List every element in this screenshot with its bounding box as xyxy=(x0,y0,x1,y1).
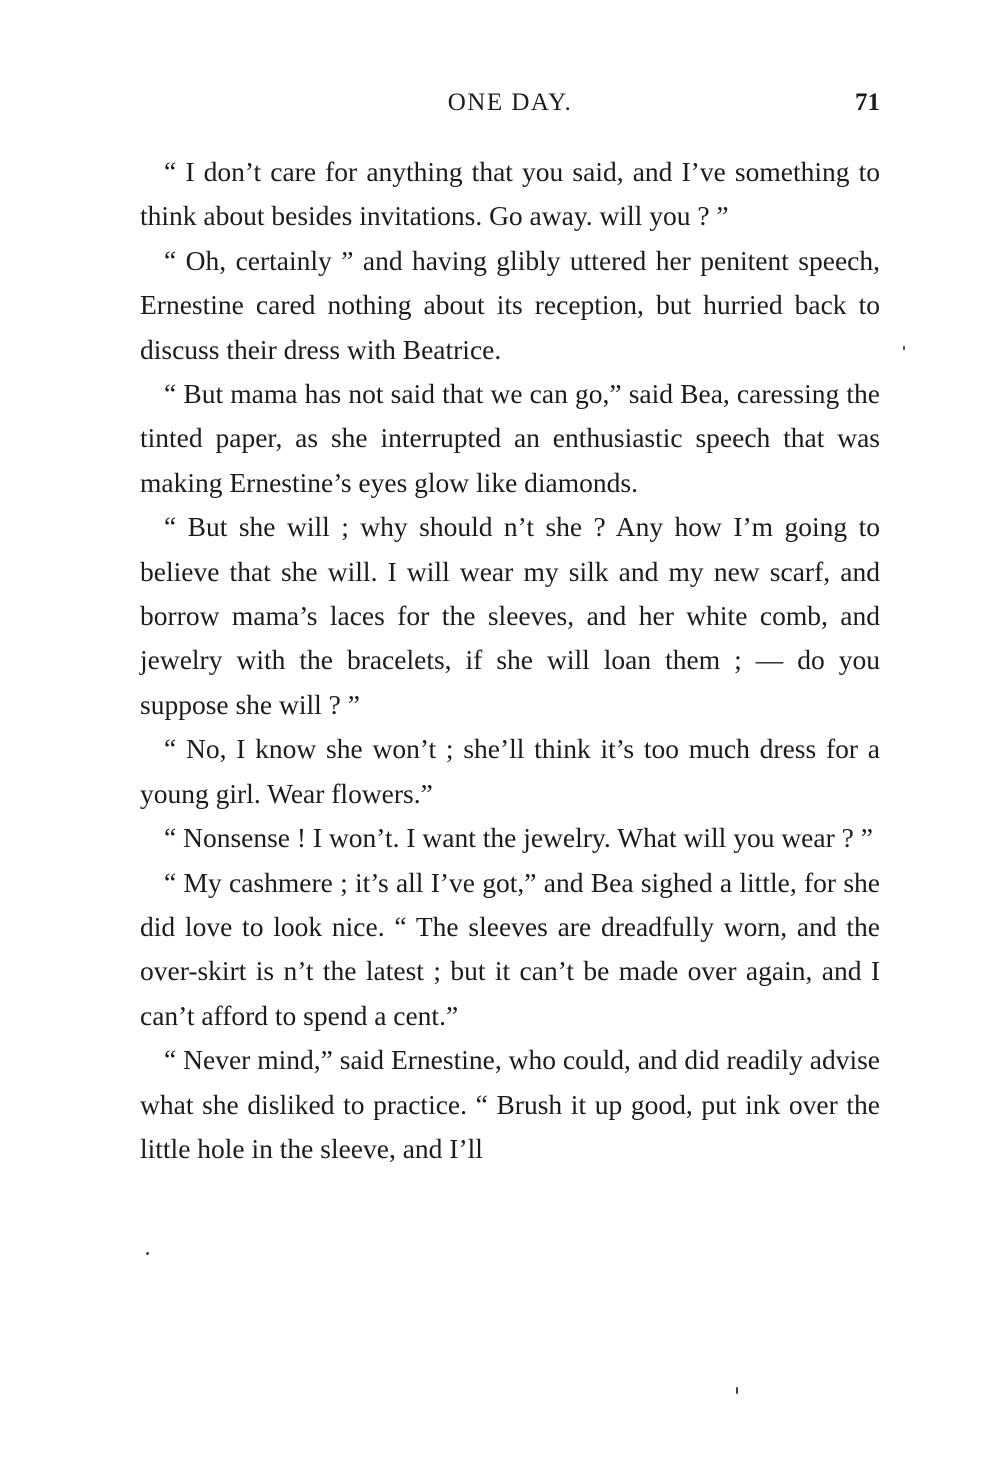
paragraph-4: “ But she will ; why should n’t she ? Any how I’m going to believe that she will. I will wear my silk and my new scarf, and borrow mama’s laces for the sleeves, and her white comb, and jewelry with the bracelets, if she will loan them ; — do you suppose she will ? ” xyxy=(140,511,880,720)
print-speck xyxy=(736,1387,738,1394)
running-header xyxy=(140,85,880,121)
body-text xyxy=(140,150,880,1171)
paragraph-3: “ But mama has not said that we can go,” said Bea, caressing the tinted paper, as she interrupted an enthusiastic speech that was making Ernestine’s eyes glow like diamonds. xyxy=(140,378,880,498)
paragraph-2: “ Oh, certainly ” and having glibly uttered her penitent speech, Ernestine cared nothing about its reception, but hurried back to discuss their dress with Beatrice. xyxy=(140,244,880,365)
paragraph-6: “ Nonsense ! I won’t. I want the jewelry. What will you wear ? ” xyxy=(164,822,873,854)
paragraph-1: “ I don’t care for anything that you said, and I’ve something to think about besides invitations. Go away. will you ? ” xyxy=(140,156,880,232)
page-number: 71 xyxy=(855,89,880,116)
paragraph-8: “ Never mind,” said Ernestine, who could, and did readily advise what she disliked to practice. “ Brush it up good, put ink over the little hole in the sleeve, and I’ll xyxy=(140,1044,880,1164)
print-speck xyxy=(146,1252,149,1255)
paragraph-5: “ No, I know she won’t ; she’ll think it’s too much dress for a young girl. Wear flowers.” xyxy=(140,733,880,809)
running-title: ONE DAY. xyxy=(447,89,573,116)
print-speck xyxy=(903,346,905,350)
paragraph-7: “ My cashmere ; it’s all I’ve got,” and Bea sighed a little, for she did love to look nice. “ The sleeves are dreadfully worn, and the over-skirt is n’t the latest ; but it can’t be made over again, and I can’t afford to spend a cent.” xyxy=(140,866,880,1031)
